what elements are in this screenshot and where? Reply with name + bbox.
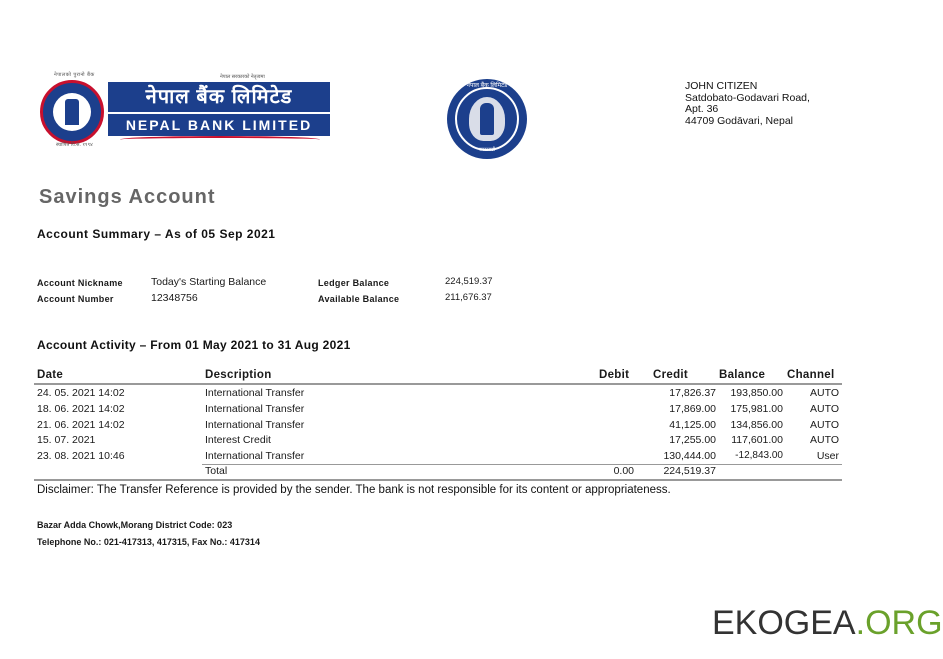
row-date: 18. 06. 2021 14:02 xyxy=(37,402,125,415)
bank-name-english: NEPAL BANK LIMITED xyxy=(125,117,313,133)
logo-tagline: नेपाल सरकारको नेतृत्वमा xyxy=(220,74,265,80)
bank-logo xyxy=(40,74,335,150)
available-balance-value: 211,676.37 xyxy=(445,291,492,303)
row-credit: 17,869.00 xyxy=(669,402,716,415)
watermark-dot: . xyxy=(855,604,866,642)
row-channel: AUTO xyxy=(810,387,839,399)
row-channel: AUTO xyxy=(810,418,839,431)
total-credit: 224,519.37 xyxy=(663,464,716,477)
row-credit: 17,826.37 xyxy=(669,387,716,399)
row-balance: -12,843.00 xyxy=(735,450,783,462)
logo-top-small-text: नेपालको पुरानो बैंक xyxy=(54,72,95,78)
logo-swoosh xyxy=(120,136,320,143)
branch-address: Bazar Adda Chowk,Morang District Code: 023 xyxy=(37,520,233,530)
table-row xyxy=(34,417,842,433)
row-date: 15. 07. 2021 xyxy=(37,434,96,447)
row-description: International Transfer xyxy=(205,402,305,415)
row-description: International Transfer xyxy=(205,418,305,431)
table-row xyxy=(34,448,842,464)
watermark-main: EKOGEA xyxy=(712,604,856,642)
branch-info xyxy=(37,517,260,550)
row-date: 21. 06. 2021 14:02 xyxy=(37,418,125,431)
table-row xyxy=(34,385,842,401)
row-date: 23. 08. 2021 10:46 xyxy=(37,450,125,463)
seal-top-text: नेपाल बैंक लिमिटेड xyxy=(466,83,508,89)
total-debit: 0.00 xyxy=(613,464,634,477)
table-row xyxy=(34,432,842,448)
total-label: Total xyxy=(205,464,228,477)
seal-bottom-text: काठमाडौं xyxy=(478,147,496,153)
document-title: Savings Account xyxy=(39,186,216,208)
watermark-tld: ORG xyxy=(865,604,943,642)
disclaimer: Disclaimer: The Transfer Reference is provided by the sender. The bank is not responsible for its content or appropriateness. xyxy=(37,484,671,496)
table-bottom-rule xyxy=(34,479,842,481)
table-header xyxy=(34,368,842,385)
row-description: International Transfer xyxy=(205,450,305,463)
address-line-2: Apt. 36 xyxy=(685,103,719,115)
account-number-label: Account Number xyxy=(37,293,114,304)
row-channel: AUTO xyxy=(810,434,839,447)
nickname-value: Today's Starting Balance xyxy=(151,276,267,288)
row-channel: User xyxy=(816,450,839,463)
branch-phone: Telephone No.: 021-417313, 417315, Fax No.: 417314 xyxy=(37,536,260,547)
bank-emblem-icon xyxy=(40,80,104,144)
row-balance: 193,850.00 xyxy=(730,387,783,399)
row-credit: 41,125.00 xyxy=(669,418,716,431)
address-line-3: 44709 Godāvari, Nepal xyxy=(685,114,793,127)
customer-address xyxy=(685,81,810,127)
watermark xyxy=(712,604,943,643)
account-summary xyxy=(37,276,517,307)
bank-seal-icon xyxy=(447,79,527,159)
ledger-balance-label: Ledger Balance xyxy=(318,278,390,288)
header-debit: Debit xyxy=(599,369,630,381)
row-credit: 17,255.00 xyxy=(669,434,716,447)
header-credit: Credit xyxy=(653,369,689,381)
row-date: 24. 05. 2021 14:02 xyxy=(37,387,125,399)
available-balance-label: Available Balance xyxy=(318,293,400,304)
activity-title: Account Activity – From 01 May 2021 to 31 Aug 2021 xyxy=(37,338,351,352)
customer-name: JOHN CITIZEN xyxy=(685,80,758,92)
nickname-label: Account Nickname xyxy=(37,278,123,288)
row-description: International Transfer xyxy=(205,387,305,399)
bank-name-devanagari: नेपाल बैंक लिमिटेड xyxy=(145,86,293,108)
ledger-balance-value: 224,519.37 xyxy=(445,276,493,287)
table-row xyxy=(34,401,842,417)
header-balance: Balance xyxy=(719,369,766,381)
row-description: Interest Credit xyxy=(205,434,271,447)
row-credit: 130,444.00 xyxy=(663,450,716,463)
summary-title: Account Summary – As of 05 Sep 2021 xyxy=(37,227,276,241)
row-channel: AUTO xyxy=(810,402,839,415)
row-balance: 134,856.00 xyxy=(730,418,783,431)
total-row xyxy=(34,464,842,479)
header-date: Date xyxy=(37,369,64,381)
header-channel: Channel xyxy=(787,369,835,381)
header-description: Description xyxy=(205,369,272,381)
activity-table xyxy=(34,368,842,481)
row-balance: 117,601.00 xyxy=(731,434,783,447)
address-line-1: Satdobato-Godavari Road, xyxy=(685,91,810,104)
row-balance: 175,981.00 xyxy=(730,402,783,415)
logo-bottom-small-text: स्थापित वि.सं. १९९४ xyxy=(56,142,93,148)
account-number-value: 12348756 xyxy=(151,291,198,304)
